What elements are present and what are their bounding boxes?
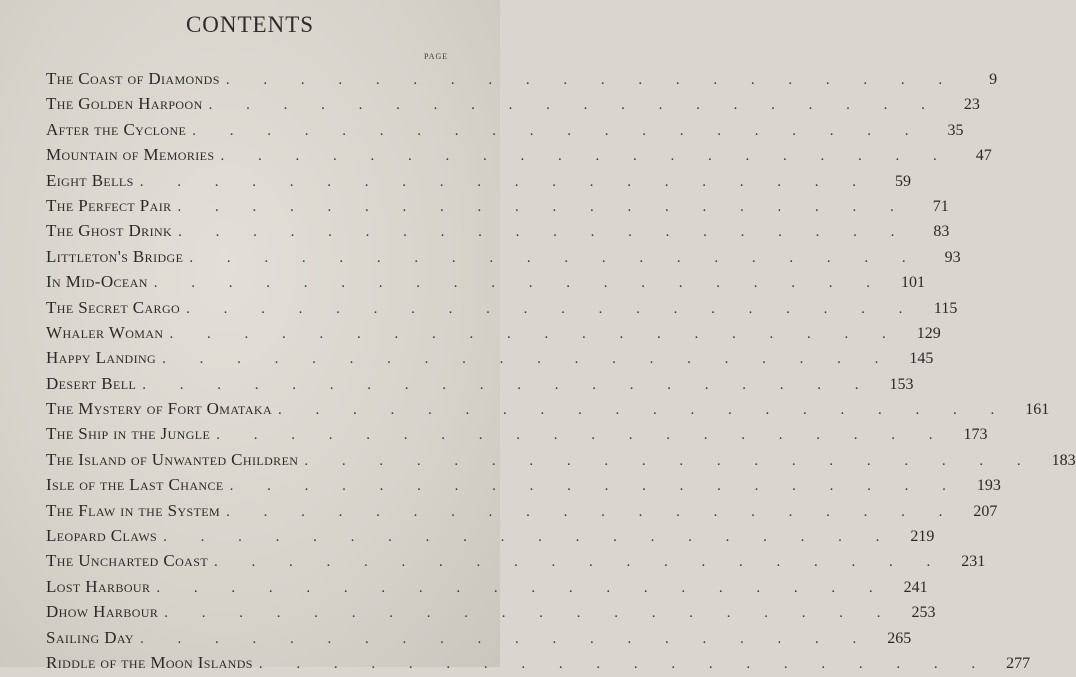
toc-entry-title: The Uncharted Coast xyxy=(46,551,209,571)
toc-entry-page: 59 xyxy=(894,172,911,190)
toc-entry-page: 93 xyxy=(944,248,961,266)
toc-entry xyxy=(46,498,998,523)
dot-leader: . . . . . . . . . . . . . . . . . . . . xyxy=(163,529,895,546)
toc-entry xyxy=(46,599,936,624)
table-of-contents xyxy=(46,66,1076,675)
toc-entry xyxy=(46,244,961,269)
dot-leader: . . . . . . . . . . . . . . . . . . . . xyxy=(139,173,871,190)
dot-leader: . . . . . . . . . . . . . . . . . . . . xyxy=(278,402,1010,419)
toc-entry xyxy=(46,193,949,218)
toc-entry-title: Littleton's Bridge xyxy=(46,246,184,266)
toc-entry-title: The Mystery of Fort Omataka xyxy=(46,399,273,419)
toc-entry-page: 129 xyxy=(916,324,941,342)
toc-entry xyxy=(46,91,980,116)
dot-leader: . . . . . . . . . . . . . . . . . . . . xyxy=(178,224,910,241)
toc-entry-page: 231 xyxy=(961,553,986,571)
dot-leader: . . . . . . . . . . . . . . . . . . . . xyxy=(153,275,886,292)
toc-entry xyxy=(46,269,926,294)
dot-leader: . . . . . . . . . . . . . . . . . . . . xyxy=(162,351,894,368)
dot-leader: . . . . . . . . . . . . . . . . . . . . xyxy=(225,72,958,88)
dot-leader: . . . . . . . . . . . . . . . . . . . . xyxy=(164,605,896,622)
toc-entry-page: 83 xyxy=(933,223,950,241)
dot-leader: . . . . . . . . . . . . . . . . . . . . xyxy=(142,376,874,393)
toc-entry-page: 193 xyxy=(976,477,1001,495)
toc-entry-title: The Perfect Pair xyxy=(46,195,172,215)
page-title: CONTENTS xyxy=(185,12,315,37)
toc-entry-page: 71 xyxy=(932,197,949,215)
dot-leader: . . . . . . . . . . . . . . . . . . . . xyxy=(189,249,921,266)
toc-entry-page: 101 xyxy=(901,274,926,292)
toc-entry-page: 47 xyxy=(975,147,992,165)
dot-leader: . . . . . . . . . . . . . . . . . . . . xyxy=(214,554,946,571)
toc-entry-title: Mountain of Memories xyxy=(46,145,215,165)
toc-entry xyxy=(46,574,928,599)
toc-entry-title: Riddle of the Moon Islands xyxy=(46,652,253,672)
toc-entry xyxy=(46,371,914,396)
toc-entry xyxy=(46,396,1050,421)
toc-entry-title: The Island of Unwanted Children xyxy=(46,449,299,469)
toc-entry xyxy=(46,142,992,167)
dot-leader: . . . . . . . . . . . . . . . . . . . . xyxy=(156,579,888,596)
toc-entry xyxy=(46,625,912,650)
toc-entry-title: The Golden Harpoon xyxy=(46,94,203,114)
toc-entry-title: Happy Landing xyxy=(46,348,157,368)
toc-entry-page: 35 xyxy=(947,121,964,139)
toc-entry-title: The Secret Cargo xyxy=(46,297,181,317)
toc-entry-title: Eight Bells xyxy=(46,170,134,190)
toc-entry-page: 173 xyxy=(963,426,988,444)
dot-leader: . . . . . . . . . . . . . . . . . . . . xyxy=(304,452,1036,469)
toc-entry-page: 153 xyxy=(889,375,914,393)
toc-entry-title: Lost Harbour xyxy=(46,576,151,596)
toc-entry-page: 277 xyxy=(1006,654,1031,672)
toc-entry-title: Leopard Claws xyxy=(46,526,158,546)
toc-entry xyxy=(46,320,941,345)
dot-leader: . . . . . . . . . . . . . . . . . . . . xyxy=(208,97,940,114)
toc-entry-title: The Flaw in the System xyxy=(46,500,221,520)
dot-leader: . . . . . . . . . . . . . . . . . . . . xyxy=(177,198,909,215)
toc-entry-page: 23 xyxy=(963,96,980,114)
toc-entry xyxy=(46,295,958,320)
toc-entry xyxy=(46,472,1001,497)
dot-leader: . . . . . . . . . . . . . . . . . . . . xyxy=(226,503,958,520)
toc-entry-title: The Coast of Diamonds xyxy=(46,69,220,88)
toc-entry-title: Isle of the Last Chance xyxy=(46,475,224,495)
toc-entry xyxy=(46,218,950,243)
toc-entry-page: 253 xyxy=(911,604,936,622)
toc-entry-title: After the Cyclone xyxy=(46,119,187,139)
toc-entry-page: 145 xyxy=(909,350,934,368)
toc-entry xyxy=(46,523,935,548)
toc-entry-page: 9 xyxy=(989,71,998,88)
toc-entry xyxy=(46,650,1031,675)
toc-entry-page: 219 xyxy=(910,528,935,546)
toc-entry-page: 161 xyxy=(1025,401,1050,419)
toc-entry-title: The Ship in the Jungle xyxy=(46,424,211,444)
toc-entry-page: 207 xyxy=(973,502,998,520)
toc-entry xyxy=(46,421,988,446)
toc-entry-page: 183 xyxy=(1051,451,1076,469)
toc-entry-title: Whaler Woman xyxy=(46,322,164,342)
toc-entry xyxy=(46,345,934,370)
page-column-label: PAGE xyxy=(424,52,449,61)
toc-entry-title: Sailing Day xyxy=(46,627,134,647)
toc-entry-title: Dhow Harbour xyxy=(46,602,159,622)
dot-leader: . . . . . . . . . . . . . . . . . . . . xyxy=(139,630,872,647)
toc-entry-title: In Mid-Ocean xyxy=(46,272,148,292)
toc-entry-page: 265 xyxy=(887,629,912,647)
dot-leader: . . . . . . . . . . . . . . . . . . . . xyxy=(186,300,918,317)
dot-leader: . . . . . . . . . . . . . . . . . . . . xyxy=(216,427,948,444)
dot-leader: . . . . . . . . . . . . . . . . . . . . xyxy=(169,325,901,342)
dot-leader: . . . . . . . . . . . . . . . . . . . . xyxy=(192,122,924,139)
dot-leader: . . . . . . . . . . . . . . . . . . . . xyxy=(220,148,952,165)
toc-entry-page: 241 xyxy=(903,578,928,596)
toc-entry xyxy=(46,117,964,142)
toc-entry xyxy=(46,447,1076,472)
toc-entry xyxy=(46,66,998,91)
toc-entry xyxy=(46,168,911,193)
toc-entry-title: The Ghost Drink xyxy=(46,221,173,241)
dot-leader: . . . . . . . . . . . . . . . . . . . . xyxy=(258,655,991,672)
toc-entry-page: 115 xyxy=(933,299,958,317)
toc-entry-title: Desert Bell xyxy=(46,373,137,393)
dot-leader: . . . . . . . . . . . . . . . . . . . . xyxy=(229,478,961,495)
toc-entry xyxy=(46,548,986,573)
